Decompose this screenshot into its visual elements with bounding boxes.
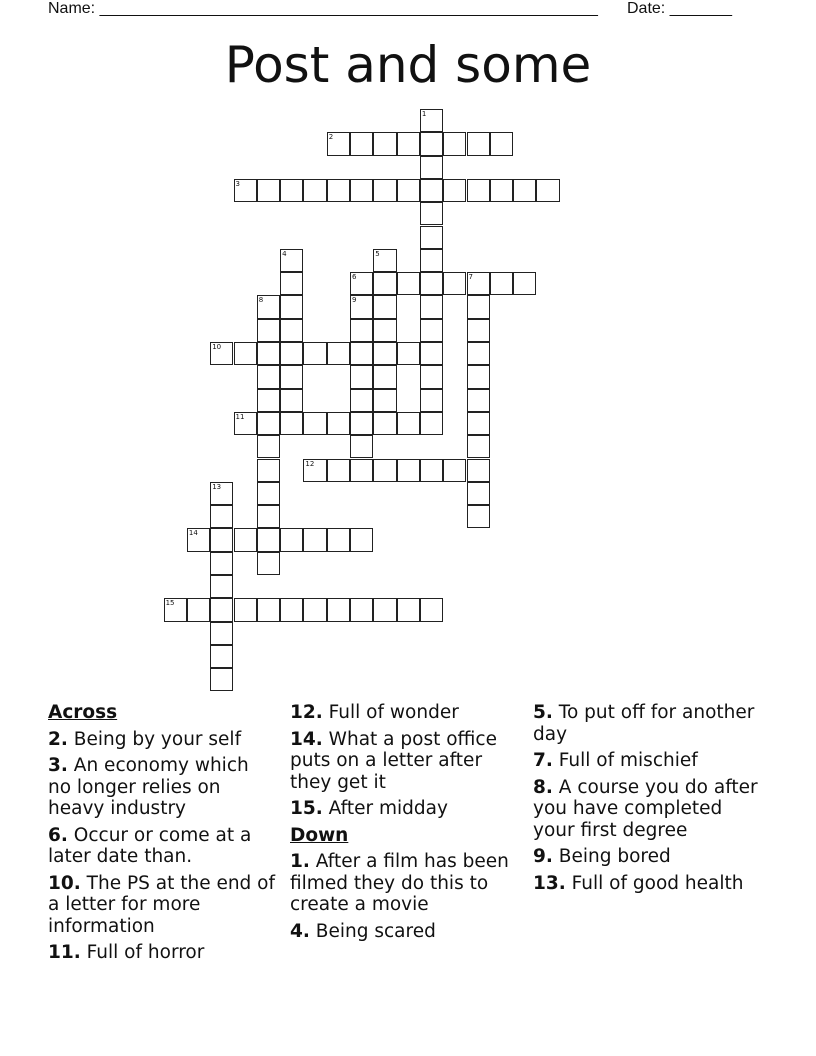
down-clue [290, 921, 518, 943]
clue-number: 1. [290, 851, 310, 872]
clue-number: 12. [290, 702, 323, 723]
grid-cell[interactable] [467, 365, 490, 388]
cell-number: 14 [188, 529, 198, 538]
clue-text: After midday [328, 798, 448, 819]
grid-cell[interactable] [490, 132, 513, 155]
grid-cell[interactable] [280, 249, 303, 272]
clue-number: 13. [533, 872, 566, 894]
down-clue [533, 846, 761, 868]
grid-cell[interactable] [420, 156, 443, 179]
grid-cell[interactable] [443, 459, 466, 482]
down-clue [290, 851, 518, 916]
grid-cell[interactable] [467, 132, 490, 155]
grid-cell[interactable] [420, 109, 443, 132]
grid-cell[interactable] [350, 319, 373, 342]
clue-text: Full of mischief [558, 750, 698, 771]
grid-cell[interactable] [257, 552, 280, 575]
grid-cell[interactable] [513, 179, 536, 202]
clues-column-3 [533, 702, 761, 899]
grid-cell[interactable] [327, 342, 350, 365]
grid-cell[interactable] [187, 598, 210, 621]
grid-cell[interactable] [397, 598, 420, 621]
clues-column-2 [290, 702, 518, 947]
grid-cell[interactable] [350, 132, 373, 155]
grid-cell[interactable] [467, 272, 490, 295]
clues-column-1 [48, 702, 276, 969]
grid-cell[interactable] [536, 179, 559, 202]
grid-cell[interactable] [467, 435, 490, 458]
clue-number: 9. [533, 846, 553, 867]
grid-cell[interactable] [303, 598, 326, 621]
grid-cell[interactable] [373, 272, 396, 295]
grid-cell[interactable] [210, 528, 233, 551]
grid-cell[interactable] [210, 505, 233, 528]
grid-cell[interactable] [373, 365, 396, 388]
grid-cell[interactable] [210, 668, 233, 691]
across-clue [48, 942, 276, 964]
grid-cell[interactable] [397, 459, 420, 482]
clue-number: 4. [290, 920, 310, 942]
grid-cell[interactable] [490, 272, 513, 295]
grid-cell[interactable] [373, 389, 396, 412]
grid-cell[interactable] [187, 528, 210, 551]
cell-number: 9 [352, 296, 357, 305]
grid-cell[interactable] [467, 482, 490, 505]
grid-cell[interactable] [280, 389, 303, 412]
grid-cell[interactable] [257, 435, 280, 458]
clue-number: 7. [533, 750, 553, 771]
grid-cell[interactable] [257, 179, 280, 202]
grid-cell[interactable] [234, 528, 257, 551]
cell-number: 7 [468, 273, 473, 282]
grid-cell[interactable] [280, 295, 303, 318]
grid-cell[interactable] [467, 295, 490, 318]
grid-cell[interactable] [210, 482, 233, 505]
grid-cell[interactable] [280, 598, 303, 621]
grid-cell[interactable] [397, 342, 420, 365]
grid-cell[interactable] [257, 528, 280, 551]
grid-cell[interactable] [420, 226, 443, 249]
grid-cell[interactable] [210, 575, 233, 598]
cell-number: 4 [282, 249, 287, 258]
across-clue [48, 729, 276, 751]
grid-cell[interactable] [280, 272, 303, 295]
grid-cell[interactable] [350, 459, 373, 482]
grid-cell[interactable] [303, 528, 326, 551]
grid-cell[interactable] [467, 342, 490, 365]
grid-cell[interactable] [350, 389, 373, 412]
grid-cell[interactable] [443, 272, 466, 295]
grid-cell[interactable] [420, 365, 443, 388]
grid-cell[interactable] [257, 365, 280, 388]
cell-number: 10 [212, 343, 222, 351]
grid-cell[interactable] [350, 528, 373, 551]
grid-cell[interactable] [257, 342, 280, 365]
clue-text: The PS at the end of a letter for more information [48, 872, 276, 937]
grid-cell[interactable] [350, 179, 373, 202]
grid-cell[interactable] [210, 342, 233, 365]
clue-number: 6. [48, 824, 68, 846]
grid-cell[interactable] [373, 459, 396, 482]
grid-cell[interactable] [467, 412, 490, 435]
clue-text: After a film has been filmed they do this to create a movie [290, 851, 509, 915]
grid-cell[interactable] [257, 319, 280, 342]
clue-number: 2. [48, 728, 68, 750]
grid-cell[interactable] [397, 179, 420, 202]
grid-cell[interactable] [420, 202, 443, 225]
grid-cell[interactable] [257, 598, 280, 621]
grid-cell[interactable] [327, 179, 350, 202]
grid-cell[interactable] [350, 295, 373, 318]
clue-number: 3. [48, 755, 68, 776]
grid-cell[interactable] [420, 598, 443, 621]
across-clue [48, 873, 276, 938]
grid-cell[interactable] [420, 459, 443, 482]
grid-cell[interactable] [327, 528, 350, 551]
down-clue [533, 702, 761, 745]
grid-cell[interactable] [350, 272, 373, 295]
grid-cell[interactable] [257, 412, 280, 435]
grid-cell[interactable] [397, 412, 420, 435]
grid-cell[interactable] [373, 249, 396, 272]
grid-cell[interactable] [420, 319, 443, 342]
grid-cell[interactable] [373, 319, 396, 342]
grid-cell[interactable] [234, 412, 257, 435]
cell-number: 12 [305, 459, 315, 468]
clue-text: Full of horror [86, 942, 205, 963]
clue-number: 5. [533, 702, 553, 723]
across-clue [290, 798, 518, 820]
grid-cell[interactable] [373, 342, 396, 365]
cell-number: 1 [421, 110, 427, 118]
grid-cell[interactable] [280, 342, 303, 365]
grid-cell[interactable] [420, 389, 443, 412]
grid-cell[interactable] [443, 132, 466, 155]
grid-cell[interactable] [467, 319, 490, 342]
grid-cell[interactable] [210, 552, 233, 575]
across-clue [48, 825, 276, 868]
grid-cell[interactable] [303, 459, 326, 482]
grid-cell[interactable] [420, 132, 443, 155]
grid-cell[interactable] [373, 295, 396, 318]
grid-cell[interactable] [420, 295, 443, 318]
grid-cell[interactable] [327, 598, 350, 621]
clue-text: Full of good health [571, 872, 744, 894]
cell-number: 5 [375, 249, 380, 258]
page-title: Post and some [224, 36, 592, 94]
clue-text: A course you do after you have completed your first degree [533, 776, 758, 841]
grid-cell[interactable] [257, 459, 280, 482]
grid-cell[interactable] [490, 179, 513, 202]
clue-text: Being bored [558, 846, 671, 867]
grid-cell[interactable] [257, 389, 280, 412]
grid-cell[interactable] [210, 622, 233, 645]
down-clue [533, 777, 761, 842]
name-field-label: Name: ________________________________________________________ [48, 0, 598, 17]
clue-text: An economy which no longer relies on heavy industry [48, 755, 249, 819]
down-heading: Down [290, 824, 349, 846]
clue-number: 14. [290, 728, 323, 750]
grid-cell[interactable] [420, 249, 443, 272]
clue-text: Occur or come at a later date than. [48, 824, 252, 867]
grid-cell[interactable] [257, 482, 280, 505]
grid-cell[interactable] [373, 412, 396, 435]
grid-cell[interactable] [303, 342, 326, 365]
grid-cell[interactable] [303, 179, 326, 202]
grid-cell[interactable] [373, 179, 396, 202]
grid-cell[interactable] [280, 528, 303, 551]
cell-number: 8 [258, 296, 264, 305]
clue-text: Full of wonder [328, 702, 459, 723]
grid-cell[interactable] [210, 598, 233, 621]
grid-cell[interactable] [210, 645, 233, 668]
clue-text: To put off for another day [533, 702, 755, 745]
cell-number: 6 [352, 273, 357, 282]
grid-cell[interactable] [280, 365, 303, 388]
date-field-label: Date: _______ [627, 0, 732, 17]
cell-number: 11 [235, 412, 245, 421]
grid-cell[interactable] [397, 272, 420, 295]
across-clue [290, 702, 518, 724]
cell-number: 15 [165, 599, 175, 608]
grid-cell[interactable] [420, 342, 443, 365]
grid-cell[interactable] [373, 598, 396, 621]
across-heading: Across [48, 702, 118, 723]
grid-cell[interactable] [234, 598, 257, 621]
grid-cell[interactable] [257, 505, 280, 528]
clue-number: 10. [48, 872, 81, 894]
grid-cell[interactable] [467, 505, 490, 528]
grid-cell[interactable] [420, 412, 443, 435]
grid-cell[interactable] [513, 272, 536, 295]
grid-cell[interactable] [327, 132, 350, 155]
grid-cell[interactable] [257, 295, 280, 318]
grid-cell[interactable] [350, 342, 373, 365]
grid-cell[interactable] [467, 179, 490, 202]
grid-cell[interactable] [350, 435, 373, 458]
grid-cell[interactable] [373, 132, 396, 155]
grid-cell[interactable] [397, 132, 420, 155]
grid-cell[interactable] [420, 179, 443, 202]
clue-text: Being scared [315, 920, 436, 942]
grid-cell[interactable] [350, 365, 373, 388]
grid-cell[interactable] [234, 179, 257, 202]
grid-cell[interactable] [467, 389, 490, 412]
cell-number: 2 [328, 133, 334, 142]
grid-cell[interactable] [350, 412, 373, 435]
down-clue [533, 873, 761, 895]
grid-cell[interactable] [327, 459, 350, 482]
cell-number: 13 [212, 482, 222, 491]
grid-cell[interactable] [443, 179, 466, 202]
down-clue [533, 750, 761, 772]
grid-cell[interactable] [280, 179, 303, 202]
grid-cell[interactable] [350, 598, 373, 621]
clue-text: Being by your self [73, 728, 242, 750]
across-clue [290, 729, 518, 794]
grid-cell[interactable] [303, 412, 326, 435]
cell-number: 3 [235, 179, 240, 188]
clue-number: 15. [290, 798, 323, 819]
grid-cell[interactable] [164, 598, 187, 621]
across-clue [48, 755, 276, 820]
grid-cell[interactable] [280, 319, 303, 342]
grid-cell[interactable] [234, 342, 257, 365]
grid-cell[interactable] [280, 412, 303, 435]
clue-text: What a post office puts on a letter after they get it [290, 728, 497, 793]
grid-cell[interactable] [327, 412, 350, 435]
grid-cell[interactable] [420, 272, 443, 295]
clue-number: 8. [533, 776, 553, 798]
grid-cell[interactable] [467, 459, 490, 482]
clue-number: 11. [48, 942, 81, 963]
